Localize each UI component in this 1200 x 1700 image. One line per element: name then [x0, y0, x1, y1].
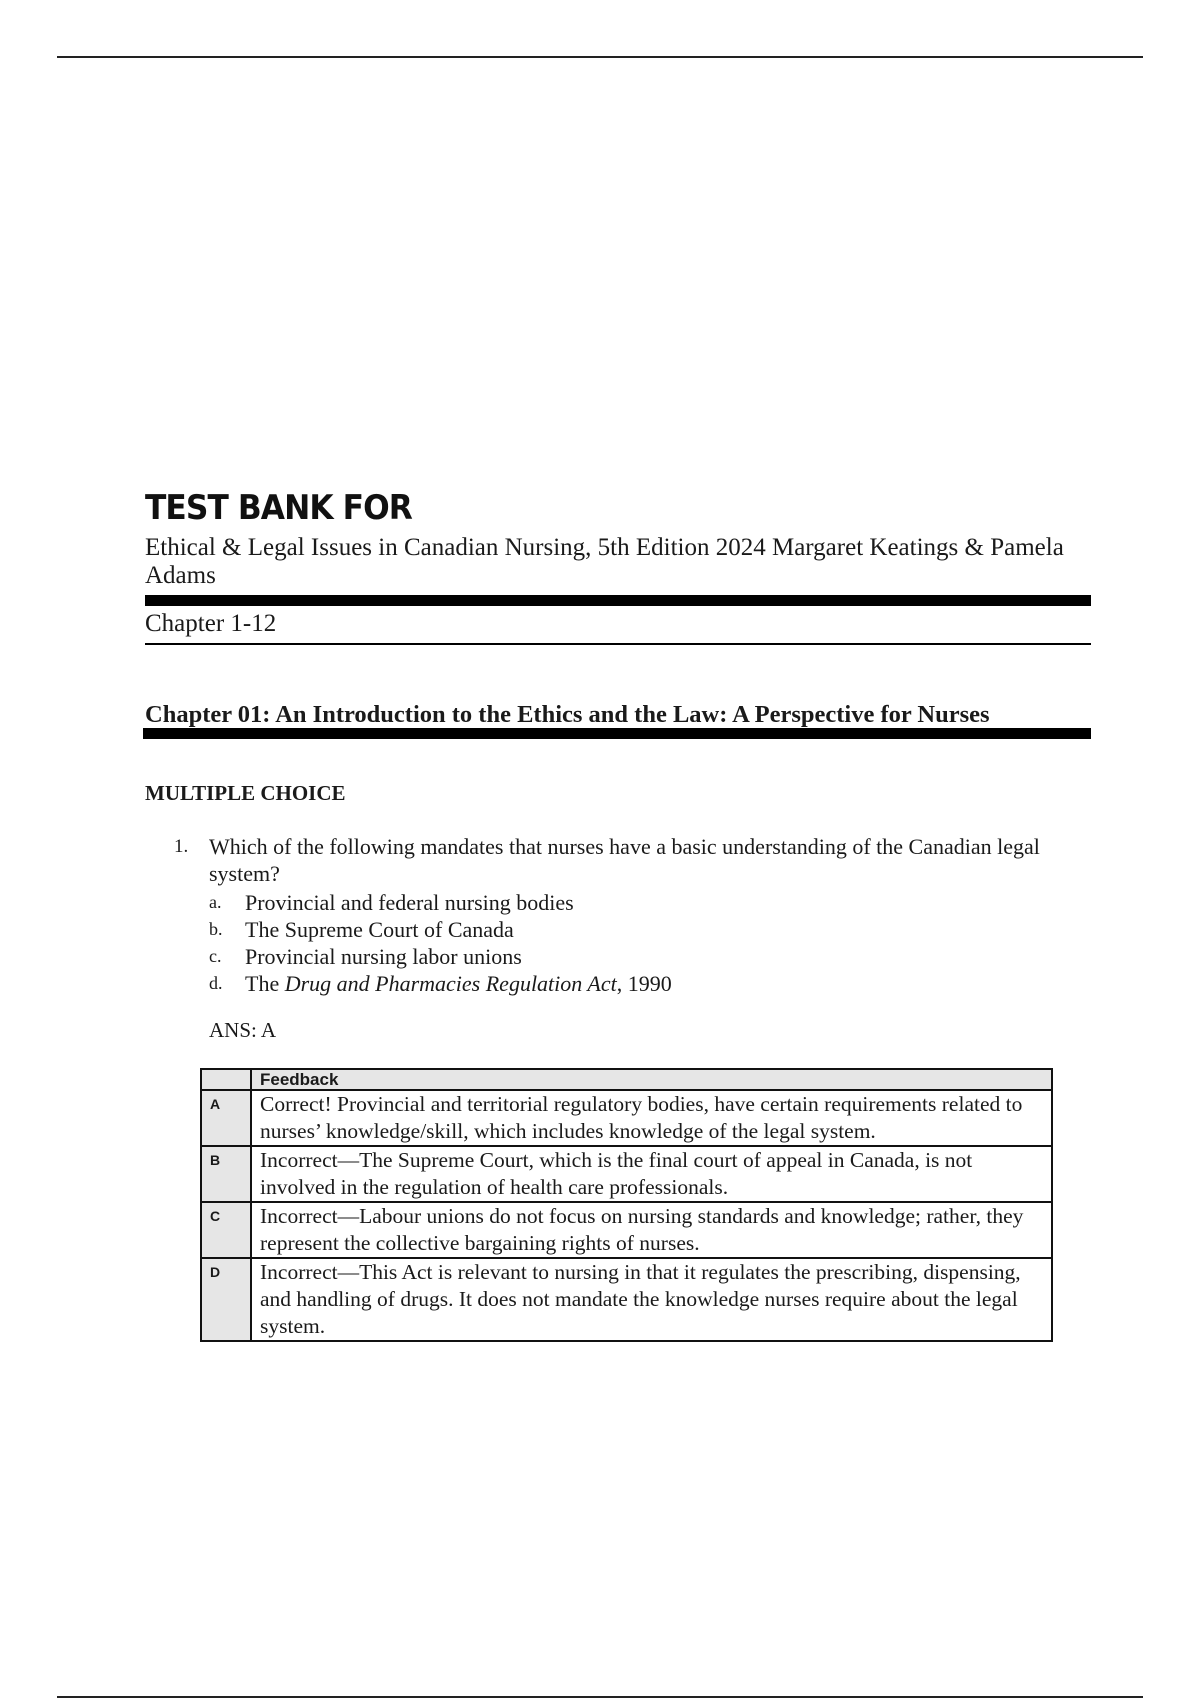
- option-text: The Supreme Court of Canada: [245, 917, 514, 942]
- feedback-table: [200, 1068, 1053, 1342]
- question-number: 1.: [174, 836, 189, 857]
- option-a: [209, 889, 1074, 916]
- option-text: [245, 970, 672, 997]
- feedback-header-row: [201, 1069, 1052, 1090]
- answer-key: ANS: A: [209, 1018, 277, 1042]
- feedback-letter: D: [201, 1258, 251, 1341]
- feedback-row: [201, 1258, 1052, 1341]
- option-text: Provincial and federal nursing bodies: [245, 890, 574, 915]
- feedback-letter: A: [201, 1090, 251, 1146]
- answer-options: [209, 889, 1074, 997]
- feedback-letter: B: [201, 1146, 251, 1202]
- book-title: Ethical & Legal Issues in Canadian Nursing, 5th Edition 2024 Margaret Keatings & Pamela Adams: [145, 534, 1064, 589]
- option-letter: c.: [209, 946, 222, 966]
- feedback-text: Incorrect—Labour unions do not focus on nursing standards and knowledge; rather, they represent the collective bargaining rights of nurses.: [251, 1202, 1052, 1258]
- feedback-corner-cell: [201, 1069, 251, 1090]
- option-d: [209, 970, 1074, 997]
- feedback-header: Feedback: [251, 1069, 1052, 1090]
- option-text-suffix: , 1990: [616, 971, 672, 996]
- option-text-prefix: The: [245, 971, 285, 996]
- question-stem: [174, 833, 1074, 887]
- question-text: Which of the following mandates that nurses have a basic understanding of the Canadian legal system?: [209, 834, 1040, 886]
- test-bank-title: TEST BANK FOR: [145, 488, 412, 528]
- option-letter: b.: [209, 919, 223, 939]
- section-label: MULTIPLE CHOICE: [145, 781, 346, 805]
- feedback-text: Incorrect—This Act is relevant to nursing in that it regulates the prescribing, dispensing, and handling of drugs. It does not mandate the knowledge nurses require about the legal system.: [251, 1258, 1052, 1341]
- feedback-text: Incorrect—The Supreme Court, which is the final court of appeal in Canada, is not involved in the regulation of health care professionals.: [251, 1146, 1052, 1202]
- option-letter: d.: [209, 973, 223, 993]
- option-c: [209, 943, 1074, 970]
- top-rule: [57, 56, 1143, 58]
- bottom-rule: [57, 1696, 1143, 1698]
- header-thick-rule: [145, 595, 1091, 606]
- header-thin-rule: [145, 643, 1091, 645]
- feedback-text: Correct! Provincial and territorial regulatory bodies, have certain requirements related to nurses’ knowledge/skill, which includes knowledge of the legal system.: [251, 1090, 1052, 1146]
- feedback-letter: C: [201, 1202, 251, 1258]
- option-b: [209, 916, 1074, 943]
- chapter-range: Chapter 1-12: [145, 610, 277, 637]
- feedback-row: [201, 1090, 1052, 1146]
- document-header: [145, 488, 1091, 645]
- feedback-row: [201, 1146, 1052, 1202]
- feedback-row: [201, 1202, 1052, 1258]
- question-1: [174, 833, 1074, 1043]
- option-letter: a.: [209, 892, 222, 912]
- chapter-rule: [143, 728, 1091, 739]
- chapter-heading: Chapter 01: An Introduction to the Ethics and the Law: A Perspective for Nurses: [145, 701, 990, 728]
- option-text: Provincial nursing labor unions: [245, 944, 522, 969]
- act-title: Drug and Pharmacies Regulation Act: [284, 971, 617, 996]
